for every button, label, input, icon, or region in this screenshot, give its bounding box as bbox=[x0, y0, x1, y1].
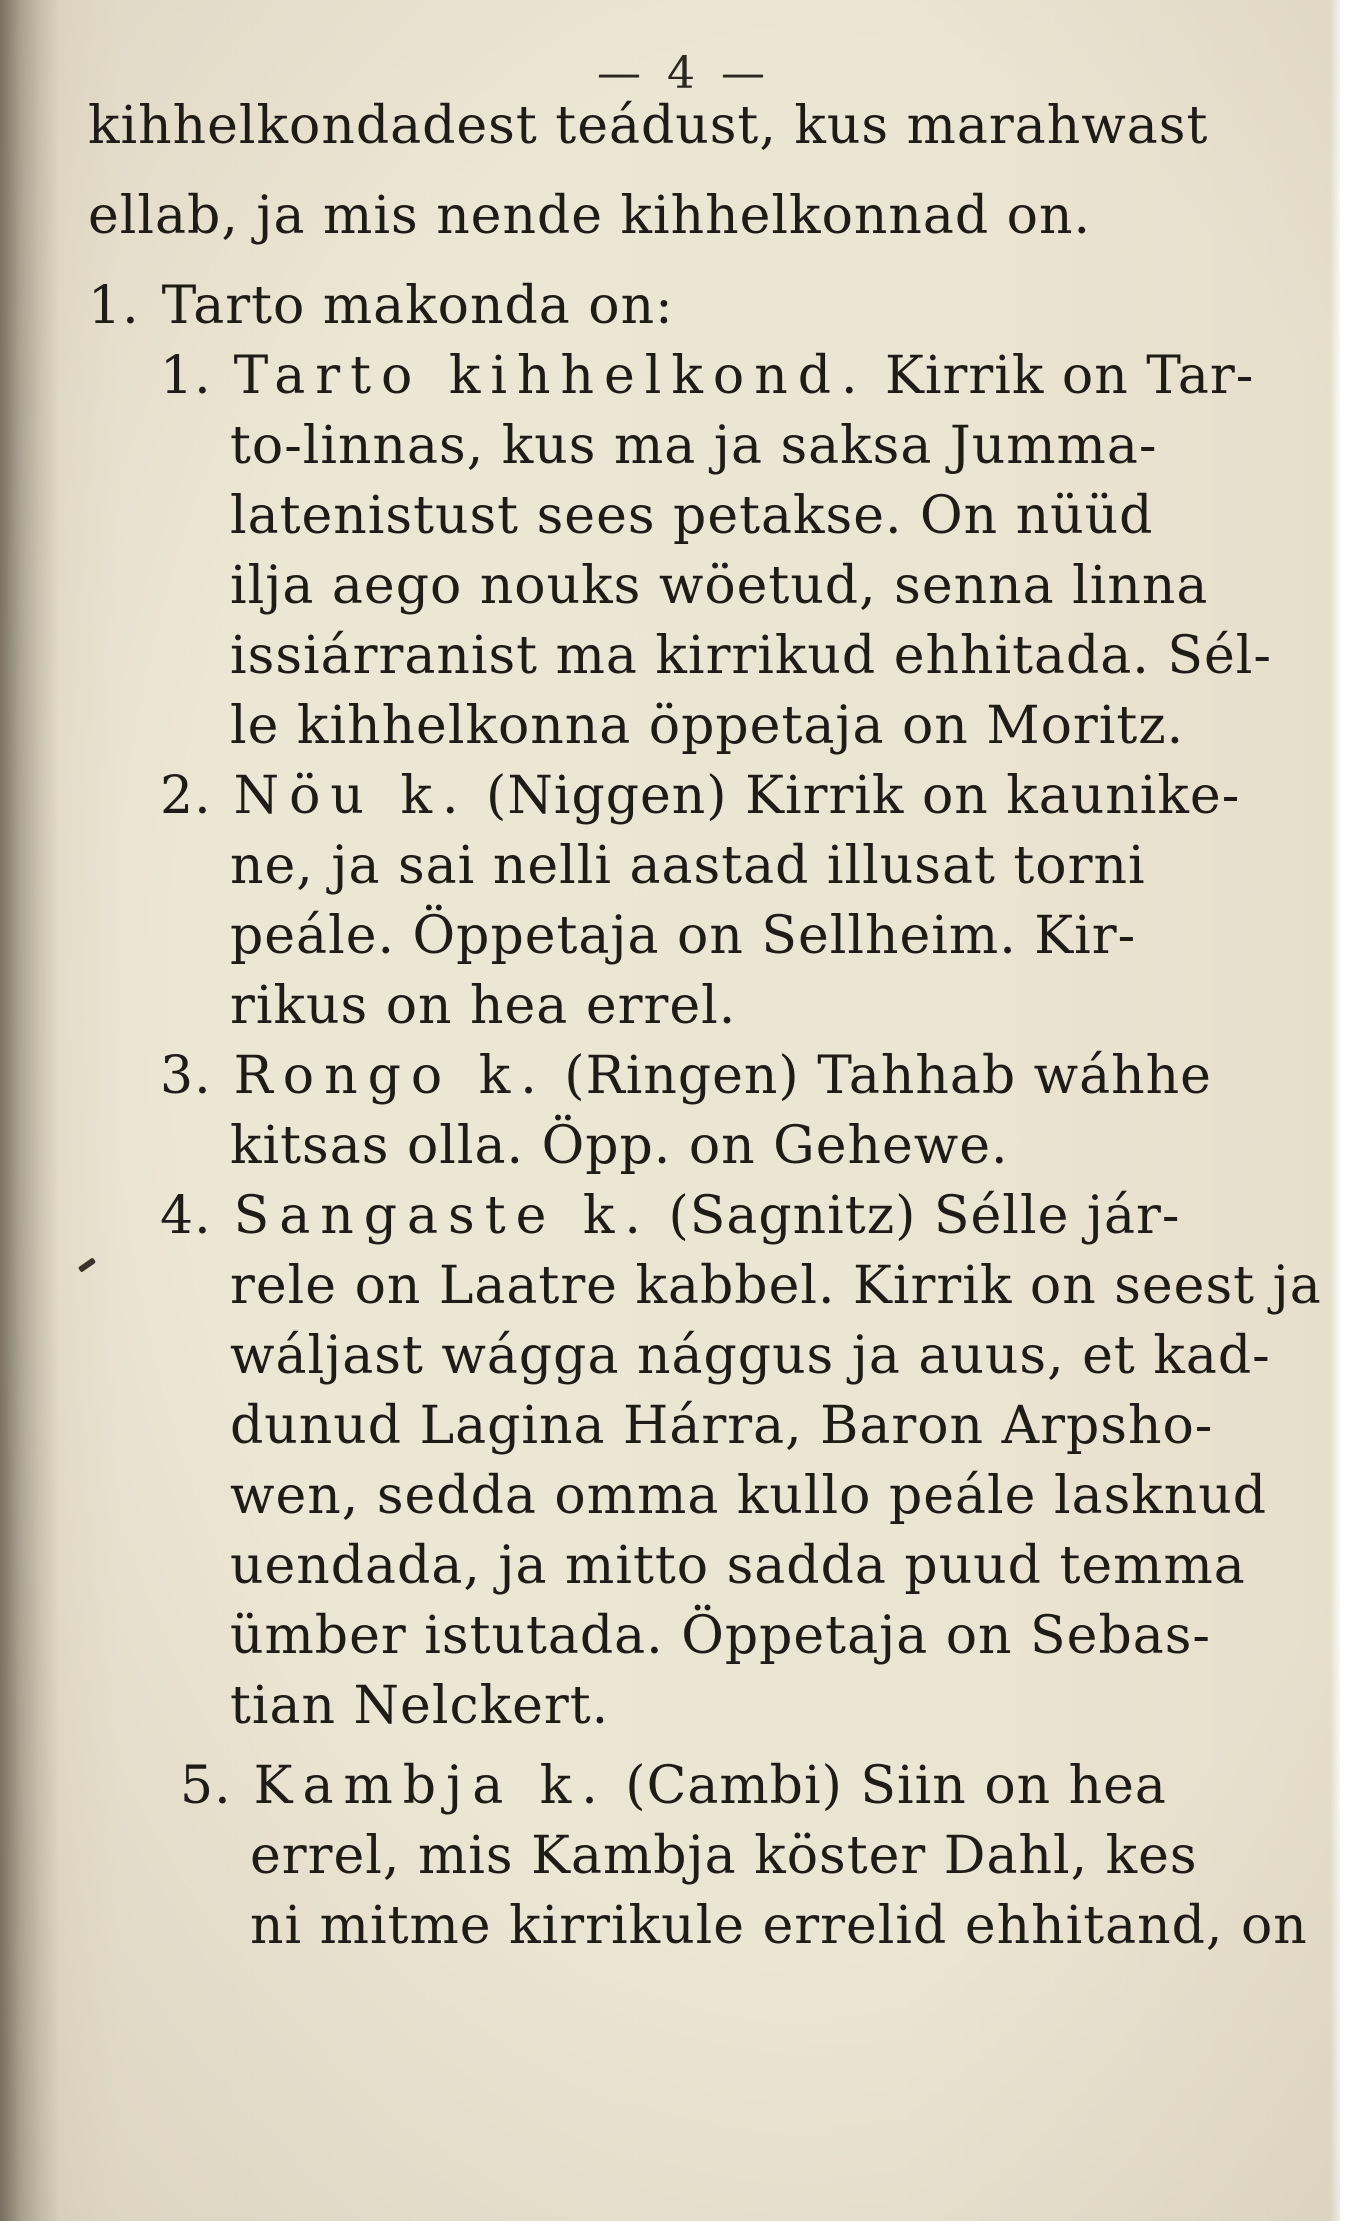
parish-name-4: Sangaste k. bbox=[233, 1186, 651, 1246]
text-line-1: kihhelkondadest teádust, kus marahwast bbox=[88, 96, 1209, 156]
parish-name-3: Rongo k. bbox=[233, 1046, 547, 1106]
parish-text-5: (Cambi) Siin on hea bbox=[607, 1756, 1167, 1816]
text-line-18: wáljast wágga nággus ja auus, et kad- bbox=[230, 1326, 1271, 1386]
text-line-7: ilja aego nouks wöetud, senna linna bbox=[230, 556, 1209, 616]
parish-entry-1-line-1 bbox=[160, 346, 1255, 406]
text-line-20: wen, sedda omma kullo peále lasknud bbox=[230, 1466, 1268, 1526]
parish-number-3: 3. bbox=[160, 1046, 212, 1106]
text-line-13: rikus on hea errel. bbox=[230, 976, 737, 1036]
section-heading-text: Tarto makonda on: bbox=[161, 276, 674, 336]
text-line-9: le kihhelkonna öppetaja on Moritz. bbox=[230, 696, 1185, 756]
section-number: 1. bbox=[88, 276, 140, 336]
parish-number-5: 5. bbox=[180, 1756, 232, 1816]
parish-entry-2-line-1 bbox=[160, 766, 1241, 826]
text-line-6: latenistust sees petakse. On nüüd bbox=[230, 486, 1154, 546]
parish-name-2: Nöu k. bbox=[233, 766, 469, 826]
text-line-15: kitsas olla. Öpp. on Gehewe. bbox=[230, 1116, 1009, 1176]
text-line-8: issiárranist ma kirrikud ehhitada. Sél- bbox=[230, 626, 1272, 686]
text-line-23: tian Nelckert. bbox=[230, 1676, 610, 1736]
text-line-22: ümber istutada. Öppetaja on Sebas- bbox=[230, 1606, 1211, 1666]
text-line-11: ne, ja sai nelli aastad illusat torni bbox=[230, 836, 1146, 896]
parish-text-1: Kirrik on Tar- bbox=[867, 346, 1255, 406]
text-line-19: dunud Lagina Hárra, Baron Arpsho- bbox=[230, 1396, 1214, 1456]
parish-name-1: Tarto kihhelkond. bbox=[233, 346, 868, 406]
text-line-21: uendada, ja mitto sadda puud temma bbox=[230, 1536, 1246, 1596]
parish-name-5: Kambja k. bbox=[253, 1756, 608, 1816]
text-line-2: ellab, ja mis nende kihhelkonnad on. bbox=[88, 186, 1092, 246]
parish-number-1: 1. bbox=[160, 346, 212, 406]
parish-number-4: 4. bbox=[160, 1186, 212, 1246]
parish-text-2: (Niggen) Kirrik on kaunike- bbox=[468, 766, 1241, 826]
text-line-17: rele on Laatre kabbel. Kirrik on seest ja bbox=[230, 1256, 1322, 1316]
parish-text-3: (Ringen) Tahhab wáhhe bbox=[546, 1046, 1212, 1106]
parish-entry-5-line-1 bbox=[180, 1756, 1167, 1816]
page-number: — 4 — bbox=[597, 48, 771, 99]
parish-number-2: 2. bbox=[160, 766, 212, 826]
parish-entry-3-line-1 bbox=[160, 1046, 1212, 1106]
binding-gutter-shadow bbox=[0, 0, 60, 2221]
page-right-margin bbox=[1340, 0, 1368, 2221]
margin-pencil-mark bbox=[78, 1257, 96, 1272]
parish-text-4: (Sagnitz) Sélle jár- bbox=[650, 1186, 1181, 1246]
text-line-25: errel, mis Kambja köster Dahl, kes bbox=[250, 1826, 1198, 1886]
text-line-26: ni mitme kirrikule errelid ehhitand, on bbox=[250, 1896, 1308, 1956]
text-line-5: to-linnas, kus ma ja saksa Jumma- bbox=[230, 416, 1158, 476]
section-heading-line bbox=[88, 276, 674, 336]
parish-entry-4-line-1 bbox=[160, 1186, 1181, 1246]
text-line-12: peále. Öppetaja on Sellheim. Kir- bbox=[230, 906, 1137, 966]
